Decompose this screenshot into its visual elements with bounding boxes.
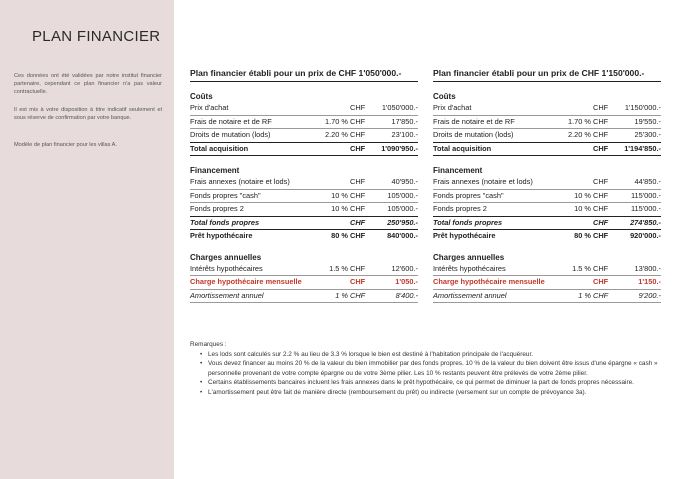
row-label: Fonds propres 2	[190, 204, 244, 213]
section-financement	[190, 165, 418, 243]
row-amount: 40'950.-	[391, 177, 418, 186]
row-label: Frais de notaire et de RF	[433, 116, 515, 126]
row-label: Intérêts hypothécaires	[190, 263, 263, 273]
row-amount: 1'150'000.-	[624, 103, 661, 112]
cost-row	[190, 102, 418, 116]
remark-item: • Certains établissements bancaires incluent les frais annexes dans le prêt hypothécaire, ce qui permet de diminuer la part de fonds propres nécessaire.	[202, 378, 660, 388]
row-label: Fonds propres "cash"	[190, 190, 261, 200]
sidebar	[0, 0, 174, 479]
row-percent: 1 %	[335, 290, 348, 300]
section-heading: Coûts	[433, 92, 456, 101]
row-label: Total acquisition	[190, 143, 249, 153]
row-percent: 10 %	[574, 190, 591, 200]
section-couts	[190, 91, 418, 156]
cost-row	[190, 129, 418, 142]
row-percent: 1.5 %	[572, 263, 591, 273]
row-percent: 1.70 %	[567, 116, 591, 126]
row-percent: 1.70 %	[324, 116, 348, 126]
row-amount: 23'100.-	[391, 130, 418, 139]
row-amount: 920'000.-	[630, 231, 661, 240]
financing-row	[433, 203, 661, 216]
financing-row	[190, 190, 418, 204]
monthly-charge-row	[433, 276, 661, 290]
row-percent: 10 %	[331, 204, 348, 213]
amortization-row	[433, 290, 661, 304]
row-label: Prix d'achat	[190, 103, 229, 112]
sidebar-paragraph: Modèle de plan financier pour les villas A.	[14, 142, 117, 148]
row-currency: CHF	[350, 277, 366, 286]
row-currency: CHF	[593, 204, 609, 213]
row-currency: CHF	[593, 277, 609, 286]
plan-title: Plan financier établi pour un prix de CHF 1'150'000.-	[433, 68, 661, 82]
interest-row	[433, 263, 661, 277]
row-percent: 1 %	[578, 290, 591, 300]
row-currency: CHF	[593, 143, 609, 153]
row-amount: 250'950.-	[387, 217, 418, 227]
section-heading: Financement	[190, 166, 240, 175]
remark-item: • L'amortissement peut être fait de manière directe (remboursement du prêt) ou indirecte (versement sur un compte de prévoyance 3a).	[202, 388, 660, 398]
cost-row	[190, 116, 418, 130]
financing-row	[433, 190, 661, 204]
row-amount: 1'150.-	[638, 277, 661, 286]
row-label: Fonds propres 2	[433, 204, 487, 213]
financing-row	[433, 176, 661, 190]
total-acquisition-row	[190, 142, 418, 157]
row-label: Total acquisition	[433, 143, 492, 153]
row-amount: 105'000.-	[387, 204, 418, 213]
financing-row	[190, 176, 418, 190]
row-label: Charge hypothécaire mensuelle	[190, 277, 302, 286]
page-title: PLAN FINANCIER	[32, 28, 161, 45]
row-amount: 17'850.-	[391, 116, 418, 126]
row-percent: 2.20 %	[324, 130, 348, 139]
row-currency: CHF	[350, 290, 366, 300]
total-equity-row	[190, 216, 418, 231]
remarks-title: Remarques :	[190, 341, 227, 348]
plan-title: Plan financier établi pour un prix de CHF 1'050'000.-	[190, 68, 418, 82]
row-currency: CHF	[350, 204, 366, 213]
row-currency: CHF	[593, 217, 609, 227]
monthly-charge-row	[190, 276, 418, 290]
cost-row	[433, 102, 661, 116]
row-currency: CHF	[350, 116, 366, 126]
row-label: Frais annexes (notaire et lods)	[190, 177, 290, 186]
row-currency: CHF	[350, 263, 366, 273]
row-amount: 19'550.-	[634, 116, 661, 126]
sidebar-paragraph: Il est mis à votre disposition à titre indicatif seulement et sous réserve de confirmation par votre banque.	[14, 107, 162, 122]
section-charges	[190, 252, 418, 304]
row-percent: 80 %	[574, 231, 591, 240]
row-label: Prix d'achat	[433, 103, 472, 112]
row-label: Fonds propres "cash"	[433, 190, 504, 200]
remark-item: • Vous devez financer au moins 20 % de la valeur du bien immobilier par des fonds propres. 10 % de la valeur du bien doivent être issus d'une épargne « cash » personnelle provenant de votre compte épargne ou de votre 3ème pilier. Les 10 % restants peuvent être prélevés de votre 2ème pilier.	[202, 359, 660, 378]
interest-row	[190, 263, 418, 277]
row-currency: CHF	[593, 231, 609, 240]
amortization-row	[190, 290, 418, 304]
row-amount: 115'000.-	[630, 204, 661, 213]
row-amount: 25'300.-	[634, 130, 661, 139]
total-acquisition-row	[433, 142, 661, 157]
row-amount: 274'850.-	[630, 217, 661, 227]
row-label: Droits de mutation (lods)	[190, 130, 271, 139]
row-amount: 1'050'000.-	[381, 103, 418, 112]
row-currency: CHF	[593, 263, 609, 273]
section-heading: Charges annuelles	[190, 252, 262, 262]
row-currency: CHF	[350, 217, 366, 227]
row-currency: CHF	[593, 116, 609, 126]
row-amount: 13'800.-	[634, 263, 661, 273]
section-heading: Coûts	[190, 92, 213, 101]
mortgage-loan-row	[433, 230, 661, 243]
row-percent: 10 %	[331, 190, 348, 200]
row-label: Amortissement annuel	[433, 290, 507, 300]
row-percent: 2.20 %	[567, 130, 591, 139]
row-percent: 80 %	[331, 231, 348, 240]
row-label: Amortissement annuel	[190, 290, 264, 300]
row-label: Total fonds propres	[433, 217, 503, 227]
financial-plan-1050000	[190, 68, 418, 303]
row-amount: 9'200.-	[638, 290, 661, 300]
sidebar-paragraph: Ces données ont été validées par notre institut financier partenaire, cependant ce plan financier n'a pas valeur contractuelle.	[14, 73, 162, 96]
row-label: Frais de notaire et de RF	[190, 116, 272, 126]
row-amount: 12'600.-	[391, 263, 418, 273]
section-couts	[433, 91, 661, 156]
cost-row	[433, 116, 661, 130]
financial-plan-1150000	[433, 68, 661, 303]
total-equity-row	[433, 216, 661, 231]
remark-item: • Les lods sont calculés sur 2.2 % au lieu de 3.3 % lorsque le bien est destiné à l'habitation principale de l'acquéreur.	[202, 350, 660, 360]
section-financement	[433, 165, 661, 243]
row-label: Frais annexes (notaire et lods)	[433, 177, 533, 186]
row-amount: 105'000.-	[387, 190, 418, 200]
row-currency: CHF	[593, 130, 609, 139]
section-charges	[433, 252, 661, 304]
cost-row	[433, 129, 661, 142]
row-amount: 1'194'850.-	[624, 143, 661, 153]
row-label: Droits de mutation (lods)	[433, 130, 514, 139]
row-amount: 840'000.-	[387, 231, 418, 240]
row-currency: CHF	[593, 290, 609, 300]
row-label: Prêt hypothécaire	[433, 231, 496, 240]
row-amount: 115'000.-	[630, 190, 661, 200]
row-label: Total fonds propres	[190, 217, 260, 227]
row-currency: CHF	[350, 130, 366, 139]
row-label: Intérêts hypothécaires	[433, 263, 506, 273]
section-heading: Charges annuelles	[433, 252, 505, 262]
row-currency: CHF	[350, 177, 366, 186]
row-amount: 8'400.-	[395, 290, 418, 300]
row-currency: CHF	[593, 103, 609, 112]
row-amount: 1'090'950.-	[381, 143, 418, 153]
row-currency: CHF	[593, 190, 609, 200]
row-label: Prêt hypothécaire	[190, 231, 253, 240]
row-percent: 1.5 %	[329, 263, 348, 273]
row-label: Charge hypothécaire mensuelle	[433, 277, 545, 286]
row-currency: CHF	[350, 103, 366, 112]
row-currency: CHF	[350, 143, 366, 153]
row-currency: CHF	[593, 177, 609, 186]
remarks-list	[190, 350, 660, 398]
remarks	[190, 340, 660, 398]
mortgage-loan-row	[190, 230, 418, 243]
row-currency: CHF	[350, 190, 366, 200]
row-currency: CHF	[350, 231, 366, 240]
financing-row	[190, 203, 418, 216]
section-heading: Financement	[433, 166, 483, 175]
row-percent: 10 %	[574, 204, 591, 213]
row-amount: 1'050.-	[395, 277, 418, 286]
row-amount: 44'850.-	[634, 177, 661, 186]
